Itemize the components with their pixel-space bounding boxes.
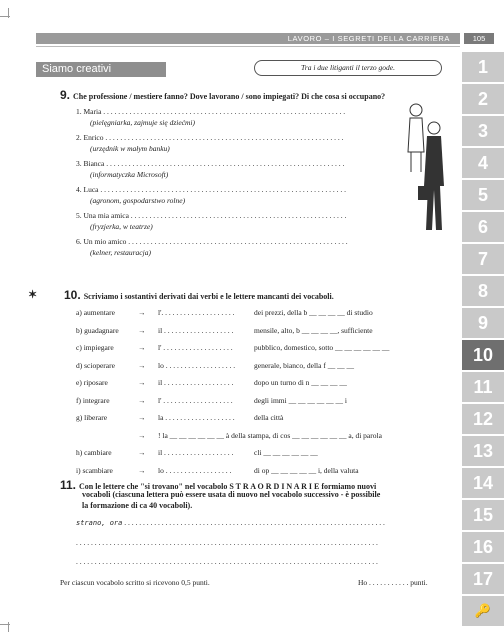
exercise-10-verb: c) impiegare <box>76 343 114 352</box>
exercise-10-verb: e) riposare <box>76 378 108 387</box>
exercise-9-hint: (pielęgniarka, zajmuje się dziećmi) <box>90 118 195 127</box>
exercise-10-noun[interactable]: l' . . . . . . . . . . . . . . . . . . . <box>158 343 233 352</box>
chapter-tab-6[interactable]: 6 <box>462 212 504 243</box>
exercise-9-item[interactable]: 5. Una mia amica . . . . . . . . . . . . . . . . . . . . . . . . . . . . . . . . . . . . . . . . . . . . . . . . . . . . . . . . . . <box>76 211 347 220</box>
chapter-tab-9[interactable]: 9 <box>462 308 504 339</box>
exercise-10-number: 10. <box>64 288 81 302</box>
example-answer: strano, ora <box>76 519 123 527</box>
exercise-9-hint: (agronom, gospodarstwo rolne) <box>90 196 186 205</box>
exercise-9-item[interactable]: 4. Luca . . . . . . . . . . . . . . . . . . . . . . . . . . . . . . . . . . . . . . . . . . . . . . . . . . . . . . . . . . . . . . . . . . <box>76 185 346 194</box>
exercise-11-instruction-a: Con le lettere che "si trovano" nel vocabolo S T R A O R D I N A R I E formiamo nuovi <box>79 482 377 491</box>
answer-line-2[interactable]: . . . . . . . . . . . . . . . . . . . . . . . . . . . . . . . . . . . . . . . . . . . . . . . . . . . . . . . . . . . . . . . . . . . . . . . . . . . . . . . . . <box>76 538 378 547</box>
running-header <box>36 33 460 44</box>
exercise-10-verb: d) scioperare <box>76 360 115 370</box>
answer-dots-1: . . . . . . . . . . . . . . . . . . . . . . . . . . . . . . . . . . . . . . . . . . . . . . . . . . . . . . . . . . . . . . . . . . . . . . <box>124 518 385 527</box>
exercise-10-noun[interactable]: il . . . . . . . . . . . . . . . . . . . <box>158 448 234 457</box>
chapter-tab-4[interactable]: 4 <box>462 148 504 179</box>
exercise-10-noun[interactable]: lo . . . . . . . . . . . . . . . . . . <box>158 465 232 475</box>
exercise-10-verb: h) cambiare <box>76 448 112 457</box>
exercise-9-instruction: Che professione / mestiere fanno? Dove lavorano / sono impiegati? Di che cosa si occupano? <box>73 92 386 101</box>
arrow-right-icon: → <box>138 360 146 370</box>
proverb-bubble <box>254 60 442 76</box>
exercise-10-context: della città <box>254 413 284 422</box>
exercise-10-context: generale, bianco, della f __ __ __ <box>254 360 354 370</box>
proverb-text: Tra i due litiganti il terzo gode. <box>301 63 395 72</box>
exercise-9-hint: (urzędnik w małym banku) <box>90 144 170 153</box>
chapter-tab-16[interactable]: 16 <box>462 532 504 563</box>
answer-line-1[interactable] <box>76 518 385 527</box>
exercise-9-item[interactable]: 2. Enrico . . . . . . . . . . . . . . . . . . . . . . . . . . . . . . . . . . . . . . . . . . . . . . . . . . . . . . . . . . . . . . . . <box>76 133 344 142</box>
crop-mark <box>0 16 10 17</box>
exercise-10-noun[interactable]: l'. . . . . . . . . . . . . . . . . . . . <box>158 308 235 317</box>
exercise-10-noun[interactable]: ! la __ __ __ __ __ __ à della stampa, di cos __ __ __ __ __ __ a, di parola <box>158 430 382 440</box>
chapter-tab-1[interactable]: 1 <box>462 52 504 83</box>
exercise-11-instruction-c: la formazione di ca 40 vocaboli). <box>82 501 193 510</box>
exercise-10-context: dopo un turno di n __ __ __ __ <box>254 378 347 387</box>
exercise-9-hint: (fryzjerka, w teatrze) <box>90 222 153 231</box>
crop-mark <box>0 624 10 625</box>
exercise-10-noun[interactable]: lo . . . . . . . . . . . . . . . . . . . <box>158 360 236 370</box>
exercise-11-number: 11. <box>60 478 77 492</box>
chapter-tab-3[interactable]: 3 <box>462 116 504 147</box>
arrow-right-icon: → <box>138 430 146 440</box>
chapter-tab-17[interactable]: 17 <box>462 564 504 595</box>
arrow-right-icon: → <box>138 395 146 405</box>
exercise-10-context: dei prezzi, della b __ __ __ __ di studio <box>254 308 373 317</box>
exercise-10-context: di op __ __ __ __ __ i, della valuta <box>254 465 359 475</box>
exercise-11-instruction-b: vocaboli (ciascuna lettera può essere usata di nuovo nel vocabolo successivo - è possibile <box>82 490 381 499</box>
chapter-tab-14[interactable]: 14 <box>462 468 504 499</box>
arrow-right-icon: → <box>138 465 146 475</box>
chapter-tab-7[interactable]: 7 <box>462 244 504 275</box>
exercise-10-noun[interactable]: il . . . . . . . . . . . . . . . . . . . <box>158 378 234 387</box>
arrow-right-icon: → <box>138 413 146 422</box>
chapter-tab-11[interactable]: 11 <box>462 372 504 403</box>
exercise-10-context: pubblico, domestico, sotto __ __ __ __ __ __ <box>254 343 390 352</box>
header-rule <box>36 46 460 47</box>
exercise-10-noun[interactable]: l' . . . . . . . . . . . . . . . . . . . <box>158 395 233 405</box>
exercise-10-context: cli __ __ __ __ __ __ <box>254 448 318 457</box>
exercise-9-hint: (kelner, restauracja) <box>90 248 151 257</box>
exercise-10-verb: i) scambiare <box>76 465 113 475</box>
exercise-10-instruction: Scriviamo i sostantivi derivati dai verbi e le lettere mancanti dei vocaboli. <box>83 292 334 301</box>
key-icon[interactable]: 🔑 <box>462 596 504 627</box>
arrow-right-icon: → <box>138 448 146 457</box>
points-field[interactable]: Ho . . . . . . . . . . . punti. <box>358 578 428 587</box>
answer-line-3[interactable]: . . . . . . . . . . . . . . . . . . . . . . . . . . . . . . . . . . . . . . . . . . . . . . . . . . . . . . . . . . . . . . . . . . . . . . . . . . . . . . . . . <box>76 557 378 566</box>
chapter-tab-15[interactable]: 15 <box>462 500 504 531</box>
exercise-9-item[interactable]: 6. Un mio amico . . . . . . . . . . . . . . . . . . . . . . . . . . . . . . . . . . . . . . . . . . . . . . . . . . . . . . . . . . . <box>76 237 348 246</box>
exercise-10-verb: a) aumentare <box>76 308 115 317</box>
page-number: 105 <box>464 33 494 44</box>
exercise-10-verb: b) guadagnare <box>76 325 119 335</box>
exercise-10-context: degli immi __ __ __ __ __ __ i <box>254 395 347 405</box>
star-icon: ✶ <box>28 289 38 301</box>
header-title: LAVORO – I SEGRETI DELLA CARRIERA <box>287 34 450 43</box>
arrow-right-icon: → <box>138 325 146 335</box>
exercise-10-title <box>64 288 334 302</box>
chapter-tab-10[interactable]: 10 <box>462 340 504 371</box>
exercise-9-hint: (informatyczka Microsoft) <box>90 170 169 179</box>
chapter-tab-13[interactable]: 13 <box>462 436 504 467</box>
chapter-tab-12[interactable]: 12 <box>462 404 504 435</box>
exercise-9-item[interactable]: 3. Bianca . . . . . . . . . . . . . . . . . . . . . . . . . . . . . . . . . . . . . . . . . . . . . . . . . . . . . . . . . . . . . . . . <box>76 159 345 168</box>
exercise-10-noun[interactable]: la . . . . . . . . . . . . . . . . . . . <box>158 413 235 422</box>
exercise-9-number: 9. <box>60 88 71 102</box>
chapter-tab-8[interactable]: 8 <box>462 276 504 307</box>
exercise-9-item[interactable]: 1. Maria . . . . . . . . . . . . . . . . . . . . . . . . . . . . . . . . . . . . . . . . . . . . . . . . . . . . . . . . . . . . . . . . . <box>76 107 346 116</box>
exercise-10-verb: f) integrare <box>76 395 110 405</box>
exercise-10-noun[interactable]: il . . . . . . . . . . . . . . . . . . . <box>158 325 234 335</box>
exercise-9-title <box>60 88 385 102</box>
chapter-tab-5[interactable]: 5 <box>462 180 504 211</box>
arrow-right-icon: → <box>138 378 146 387</box>
arrow-right-icon: → <box>138 343 146 352</box>
chapter-tab-2[interactable]: 2 <box>462 84 504 115</box>
exercise-10-verb: g) liberare <box>76 413 108 422</box>
business-people-illustration <box>402 100 448 250</box>
arrow-right-icon: → <box>138 308 146 317</box>
exercise-10-context: mensile, alto, b __ __ __ __, sufficiente <box>254 325 373 335</box>
scoring-note: Per ciascun vocabolo scritto si ricevono 0,5 punti. <box>60 578 210 587</box>
section-title: Siamo creativi <box>36 62 166 77</box>
